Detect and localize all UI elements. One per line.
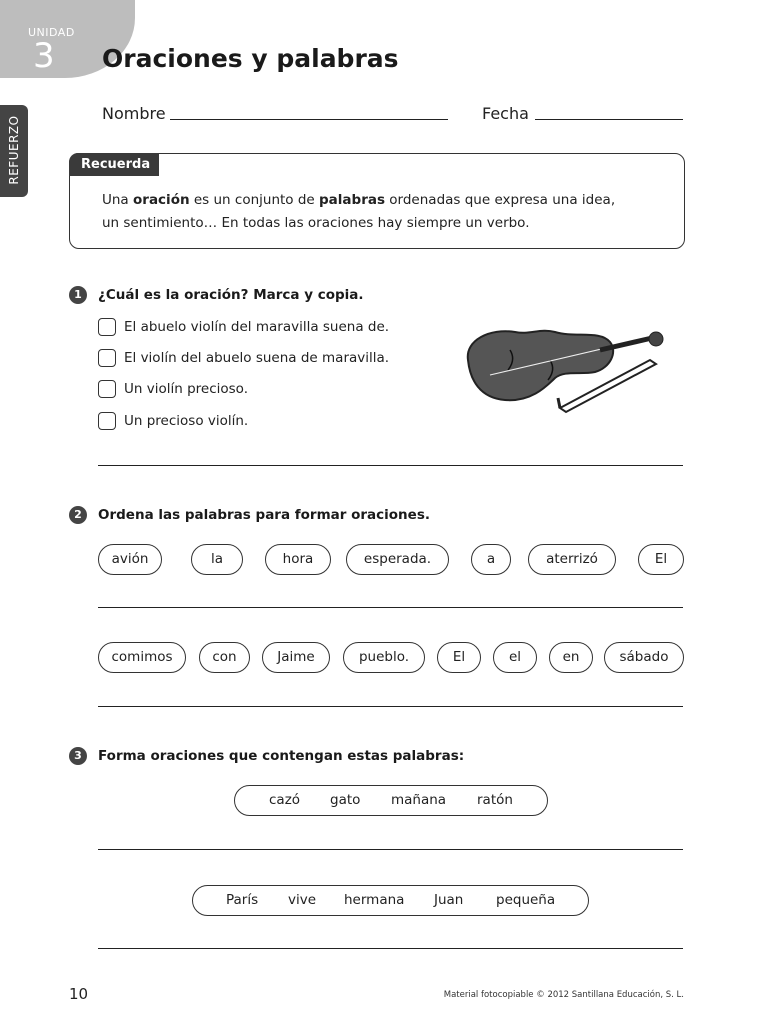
question-number-2: 2	[69, 506, 87, 524]
word: cazó	[269, 792, 301, 808]
word-pill[interactable]: a	[471, 544, 511, 575]
answer-line-q2-2[interactable]	[98, 706, 683, 707]
word-pill[interactable]: aterrizó	[528, 544, 616, 575]
word: mañana	[391, 792, 447, 808]
answer-line-q1[interactable]	[98, 465, 683, 466]
word: pequeña	[496, 892, 556, 908]
checkbox[interactable]	[98, 349, 116, 367]
question-number-3: 3	[69, 747, 87, 765]
answer-line-q2-1[interactable]	[98, 607, 683, 608]
recuerda-tab: Recuerda	[69, 153, 159, 176]
date-field[interactable]	[535, 119, 683, 120]
checkbox[interactable]	[98, 412, 116, 430]
word-pill[interactable]: Jaime	[262, 642, 330, 673]
word-pill[interactable]: en	[549, 642, 593, 673]
name-field[interactable]	[170, 119, 448, 120]
word: gato	[330, 792, 361, 808]
answer-line-q3-2[interactable]	[98, 948, 683, 949]
word-pill[interactable]: avión	[98, 544, 162, 575]
word-pill[interactable]: esperada.	[346, 544, 449, 575]
word-pill[interactable]: El	[638, 544, 684, 575]
option-3[interactable]: Un violín precioso.	[98, 380, 248, 398]
word-pill[interactable]: el	[493, 642, 537, 673]
recuerda-text: Una oración es un conjunto de palabras ordenadas que expresa una idea, un sentimiento… En todas las oraciones hay siempre un verbo.	[102, 192, 616, 231]
word-pill[interactable]: pueblo.	[343, 642, 425, 673]
word-pill[interactable]: El	[437, 642, 481, 673]
word-set-2	[192, 885, 589, 916]
checkbox[interactable]	[98, 380, 116, 398]
option-4[interactable]: Un precioso violín.	[98, 412, 248, 430]
question-2-prompt: Ordena las palabras para formar oraciones.	[98, 507, 430, 523]
word-pill[interactable]: con	[199, 642, 250, 673]
word: París	[226, 892, 259, 908]
page-number: 10	[69, 985, 89, 1003]
answer-line-q3-1[interactable]	[98, 849, 683, 850]
word: hermana	[344, 892, 405, 908]
violin-illustration	[460, 320, 670, 415]
word-pill[interactable]: comimos	[98, 642, 186, 673]
word-pill[interactable]: sábado	[604, 642, 684, 673]
question-number-1: 1	[69, 286, 87, 304]
side-tab-label: REFUERZO	[7, 115, 21, 185]
checkbox[interactable]	[98, 318, 116, 336]
copyright-notice: Material fotocopiable © 2012 Santillana Educación, S. L.	[443, 990, 684, 1000]
word: Juan	[434, 892, 464, 908]
unit-label: UNIDAD	[28, 26, 75, 39]
page-title: Oraciones y palabras	[102, 44, 399, 73]
word: ratón	[477, 792, 513, 808]
date-label: Fecha	[482, 104, 529, 123]
word-pill[interactable]: hora	[265, 544, 331, 575]
refuerzo-side-tab	[0, 105, 28, 197]
question-3-prompt: Forma oraciones que contengan estas palabras:	[98, 748, 465, 764]
name-label: Nombre	[102, 104, 166, 123]
unit-number: 3	[33, 36, 55, 76]
option-2[interactable]: El violín del abuelo suena de maravilla.	[98, 349, 389, 367]
word: vive	[288, 892, 317, 908]
word-set-1	[234, 785, 548, 816]
question-1-prompt: ¿Cuál es la oración? Marca y copia.	[98, 287, 364, 303]
word-pill[interactable]: la	[191, 544, 243, 575]
option-1[interactable]: El abuelo violín del maravilla suena de.	[98, 318, 389, 336]
